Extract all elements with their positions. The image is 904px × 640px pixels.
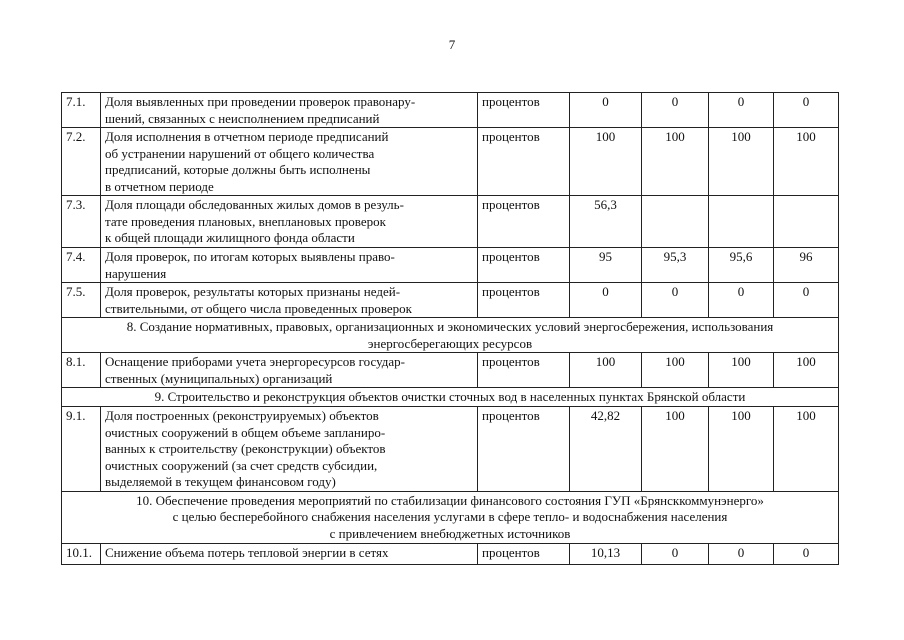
value-cell: 0 xyxy=(570,283,642,318)
value-cell: 0 xyxy=(774,93,839,128)
section-header xyxy=(62,388,839,407)
value-cell: 100 xyxy=(570,128,642,196)
indicator-name-line: нарушения xyxy=(105,265,167,281)
value-cell xyxy=(709,196,774,248)
indicator-name xyxy=(101,283,478,318)
row-number: 7.3. xyxy=(62,196,101,248)
unit-cell: процентов xyxy=(478,283,570,318)
indicator-name-line: к общей площади жилищного фонда области xyxy=(105,230,355,245)
indicator-name-line: очистных сооружений (за счет средств субсидии, xyxy=(105,457,378,473)
value-cell: 100 xyxy=(774,128,839,196)
indicator-name-line: об устранении нарушений от общего количества xyxy=(105,145,375,161)
table-row xyxy=(62,353,839,388)
indicator-name-line: Доля проверок, по итогам которых выявлены право- xyxy=(105,249,395,264)
indicators-table xyxy=(61,92,839,565)
indicator-name xyxy=(101,128,478,196)
value-cell: 0 xyxy=(709,283,774,318)
table-row xyxy=(62,196,839,248)
value-cell xyxy=(642,196,709,248)
indicator-name-line: Оснащение приборами учета энергоресурсов государ- xyxy=(105,354,405,369)
unit-cell: процентов xyxy=(478,128,570,196)
value-cell: 0 xyxy=(709,93,774,128)
indicator-name-line: Снижение объема потерь тепловой энергии в сетях xyxy=(105,544,389,560)
value-cell: 100 xyxy=(774,407,839,492)
value-cell: 42,82 xyxy=(570,407,642,492)
indicator-name-line: очистных сооружений в общем объеме запланиро- xyxy=(105,424,386,440)
value-cell: 96 xyxy=(774,248,839,283)
indicator-name xyxy=(101,353,478,388)
table-row xyxy=(62,283,839,318)
section-header-row xyxy=(62,318,839,353)
section-header-line: энергосберегающих ресурсов xyxy=(367,335,533,351)
page-number: 7 xyxy=(448,37,456,52)
row-number: 9.1. xyxy=(62,407,101,492)
section-header-line: 10. Обеспечение проведения мероприятий по стабилизации финансового состояния ГУП «Брянсккоммунэнерго» xyxy=(136,492,764,508)
table-row xyxy=(62,543,839,564)
indicator-name-line: ственных (муниципальных) организаций xyxy=(105,370,333,386)
value-cell: 95,3 xyxy=(642,248,709,283)
section-header-line: 9. Строительство и реконструкция объектов очистки сточных вод в населенных пунктах Брянской области xyxy=(154,389,746,404)
table-row xyxy=(62,248,839,283)
section-header-row xyxy=(62,388,839,407)
value-cell: 0 xyxy=(642,283,709,318)
value-cell: 100 xyxy=(709,407,774,492)
unit-cell: процентов xyxy=(478,543,570,564)
section-header-row xyxy=(62,491,839,543)
indicator-name-line: Доля площади обследованных жилых домов в резуль- xyxy=(105,197,404,212)
value-cell: 100 xyxy=(774,353,839,388)
value-cell: 0 xyxy=(774,543,839,564)
indicator-name-line: в отчетном периоде xyxy=(105,178,214,194)
row-number: 7.5. xyxy=(62,283,101,318)
indicator-name-line: ствительными, от общего числа проведенных проверок xyxy=(105,300,412,316)
value-cell: 56,3 xyxy=(570,196,642,248)
section-header-line: с привлечением внебюджетных источников xyxy=(329,525,571,541)
indicator-name-line: Доля проверок, результаты которых признаны недей- xyxy=(105,284,401,299)
table-body xyxy=(62,93,839,565)
value-cell: 100 xyxy=(642,407,709,492)
value-cell: 0 xyxy=(642,543,709,564)
indicator-name-line: ванных к строительству (реконструкции) объектов xyxy=(105,441,386,456)
indicator-name-line: выделяемой в текущем финансовом году) xyxy=(105,474,336,489)
section-header-line: с целью бесперебойного снабжения населения услугами в сфере тепло- и водоснабжения населения xyxy=(172,509,728,524)
table-row xyxy=(62,128,839,196)
unit-cell: процентов xyxy=(478,353,570,388)
indicator-name xyxy=(101,248,478,283)
value-cell: 0 xyxy=(774,283,839,318)
value-cell: 100 xyxy=(642,353,709,388)
row-number: 7.1. xyxy=(62,93,101,128)
indicator-name xyxy=(101,93,478,128)
row-number: 10.1. xyxy=(62,543,101,564)
table-row xyxy=(62,93,839,128)
indicator-name-line: тате проведения плановых, внеплановых проверок xyxy=(105,213,386,229)
unit-cell: процентов xyxy=(478,93,570,128)
indicator-name xyxy=(101,196,478,248)
value-cell: 95,6 xyxy=(709,248,774,283)
value-cell xyxy=(774,196,839,248)
value-cell: 100 xyxy=(642,128,709,196)
value-cell: 100 xyxy=(709,353,774,388)
table-row xyxy=(62,407,839,492)
row-number: 7.2. xyxy=(62,128,101,196)
indicator-name-line: предписаний, которые должны быть исполнены xyxy=(105,162,371,177)
unit-cell: процентов xyxy=(478,248,570,283)
value-cell: 0 xyxy=(570,93,642,128)
row-number: 8.1. xyxy=(62,353,101,388)
row-number: 7.4. xyxy=(62,248,101,283)
indicator-name-line: Доля построенных (реконструируемых) объектов xyxy=(105,408,379,423)
indicator-name-line: Доля выявленных при проведении проверок правонару- xyxy=(105,94,416,109)
value-cell: 100 xyxy=(709,128,774,196)
unit-cell: процентов xyxy=(478,196,570,248)
indicator-name xyxy=(101,407,478,492)
section-header xyxy=(62,491,839,543)
section-header xyxy=(62,318,839,353)
indicator-name-line: шений, связанных с неисполнением предписаний xyxy=(105,110,380,126)
value-cell: 95 xyxy=(570,248,642,283)
section-header-line: 8. Создание нормативных, правовых, организационных и экономических условий энергосбережения, использования xyxy=(126,319,774,334)
value-cell: 10,13 xyxy=(570,543,642,564)
value-cell: 0 xyxy=(642,93,709,128)
indicator-name-line: Доля исполнения в отчетном периоде предписаний xyxy=(105,129,389,144)
value-cell: 100 xyxy=(570,353,642,388)
value-cell: 0 xyxy=(709,543,774,564)
indicator-name xyxy=(101,543,478,564)
unit-cell: процентов xyxy=(478,407,570,492)
